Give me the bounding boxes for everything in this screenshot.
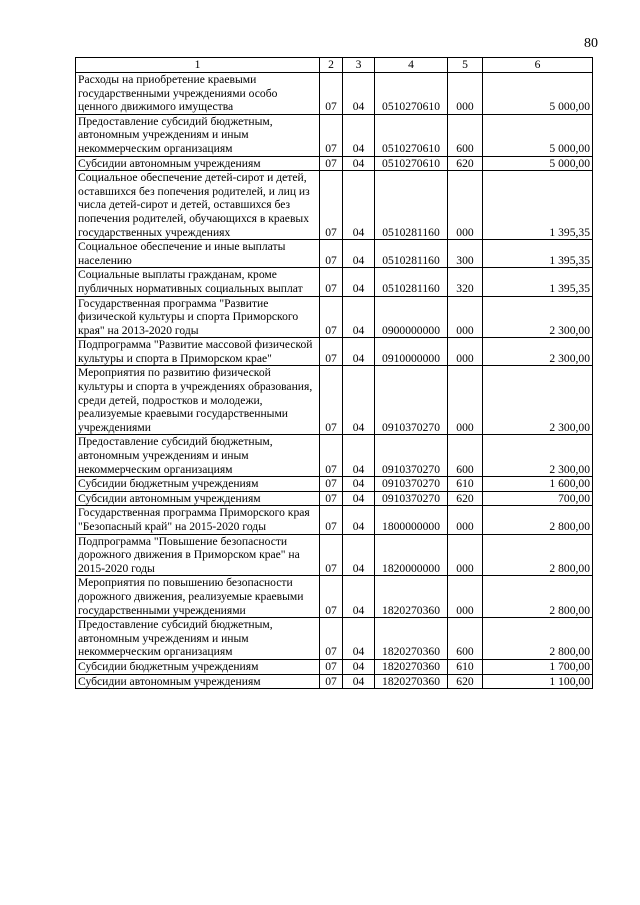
row-name-cell: Мероприятия по развитию физической культуры и спорта в учреждениях образования, среди детей, подростков и молодежи, реализуемые краевыми государственными учреждениями xyxy=(76,366,320,435)
section-code-cell: 07 xyxy=(320,268,343,296)
subsection-code-cell: 04 xyxy=(343,338,375,366)
table-row xyxy=(76,534,593,576)
target-article-cell: 0510281160 xyxy=(375,171,448,240)
table-row xyxy=(76,338,593,366)
expense-type-cell: 300 xyxy=(448,240,483,268)
section-code-cell: 07 xyxy=(320,73,343,115)
target-article-cell: 0910370270 xyxy=(375,477,448,492)
target-article-cell: 1820000000 xyxy=(375,534,448,576)
table-body xyxy=(76,73,593,689)
table-row xyxy=(76,477,593,492)
header-cell-2: 2 xyxy=(320,58,343,73)
table-row xyxy=(76,435,593,477)
expense-type-cell: 610 xyxy=(448,659,483,674)
row-name-cell: Подпрограмма "Развитие массовой физической культуры и спорта в Приморском крае" xyxy=(76,338,320,366)
subsection-code-cell: 04 xyxy=(343,506,375,534)
section-code-cell: 07 xyxy=(320,296,343,338)
subsection-code-cell: 04 xyxy=(343,366,375,435)
header-cell-3: 3 xyxy=(343,58,375,73)
expense-type-cell: 610 xyxy=(448,477,483,492)
row-name-cell: Социальные выплаты гражданам, кроме публичных нормативных социальных выплат xyxy=(76,268,320,296)
amount-cell: 700,00 xyxy=(483,491,593,506)
amount-cell: 5 000,00 xyxy=(483,156,593,171)
section-code-cell: 07 xyxy=(320,435,343,477)
subsection-code-cell: 04 xyxy=(343,73,375,115)
target-article-cell: 1820270360 xyxy=(375,576,448,618)
table-row xyxy=(76,576,593,618)
target-article-cell: 0510270610 xyxy=(375,114,448,156)
section-code-cell: 07 xyxy=(320,114,343,156)
table-row xyxy=(76,156,593,171)
subsection-code-cell: 04 xyxy=(343,618,375,660)
row-name-cell: Предоставление субсидий бюджетным, автономным учреждениям и иным некоммерческим организациям xyxy=(76,114,320,156)
expense-type-cell: 000 xyxy=(448,171,483,240)
target-article-cell: 0910370270 xyxy=(375,366,448,435)
header-cell-1: 1 xyxy=(76,58,320,73)
row-name-cell: Субсидии автономным учреждениям xyxy=(76,156,320,171)
subsection-code-cell: 04 xyxy=(343,240,375,268)
amount-cell: 2 300,00 xyxy=(483,435,593,477)
expense-type-cell: 000 xyxy=(448,296,483,338)
table-row xyxy=(76,268,593,296)
table-row xyxy=(76,171,593,240)
page-number: 80 xyxy=(584,36,598,51)
table-row xyxy=(76,659,593,674)
section-code-cell: 07 xyxy=(320,534,343,576)
table-row xyxy=(76,73,593,115)
target-article-cell: 0510270610 xyxy=(375,156,448,171)
target-article-cell: 0910000000 xyxy=(375,338,448,366)
expense-type-cell: 620 xyxy=(448,156,483,171)
table-row xyxy=(76,114,593,156)
subsection-code-cell: 04 xyxy=(343,576,375,618)
table-row xyxy=(76,240,593,268)
row-name-cell: Подпрограмма "Повышение безопасности дорожного движения в Приморском крае" на 2015-2020 годы xyxy=(76,534,320,576)
subsection-code-cell: 04 xyxy=(343,171,375,240)
expense-type-cell: 000 xyxy=(448,534,483,576)
amount-cell: 1 700,00 xyxy=(483,659,593,674)
section-code-cell: 07 xyxy=(320,618,343,660)
expense-type-cell: 000 xyxy=(448,576,483,618)
section-code-cell: 07 xyxy=(320,171,343,240)
amount-cell: 2 800,00 xyxy=(483,506,593,534)
amount-cell: 2 300,00 xyxy=(483,338,593,366)
target-article-cell: 1820270360 xyxy=(375,659,448,674)
budget-table xyxy=(75,57,593,689)
amount-cell: 5 000,00 xyxy=(483,114,593,156)
expense-type-cell: 000 xyxy=(448,506,483,534)
row-name-cell: Мероприятия по повышению безопасности дорожного движения, реализуемые краевыми государственными учреждениями xyxy=(76,576,320,618)
subsection-code-cell: 04 xyxy=(343,435,375,477)
section-code-cell: 07 xyxy=(320,491,343,506)
header-cell-4: 4 xyxy=(375,58,448,73)
section-code-cell: 07 xyxy=(320,659,343,674)
expense-type-cell: 000 xyxy=(448,366,483,435)
subsection-code-cell: 04 xyxy=(343,268,375,296)
row-name-cell: Социальное обеспечение детей-сирот и детей, оставшихся без попечения родителей, и лиц из числа детей-сирот и детей, оставшихся без попечения родителей, обучающихся в краевых государственных учреждениях xyxy=(76,171,320,240)
section-code-cell: 07 xyxy=(320,477,343,492)
section-code-cell: 07 xyxy=(320,366,343,435)
expense-type-cell: 600 xyxy=(448,114,483,156)
table-header-row xyxy=(76,58,593,73)
row-name-cell: Субсидии бюджетным учреждениям xyxy=(76,477,320,492)
subsection-code-cell: 04 xyxy=(343,477,375,492)
section-code-cell: 07 xyxy=(320,506,343,534)
amount-cell: 2 800,00 xyxy=(483,534,593,576)
amount-cell: 2 800,00 xyxy=(483,618,593,660)
expense-type-cell: 000 xyxy=(448,73,483,115)
amount-cell: 1 395,35 xyxy=(483,171,593,240)
target-article-cell: 0910370270 xyxy=(375,491,448,506)
row-name-cell: Предоставление субсидий бюджетным, автономным учреждениям и иным некоммерческим организациям xyxy=(76,435,320,477)
row-name-cell: Государственная программа "Развитие физической культуры и спорта Приморского края" на 2013-2020 годы xyxy=(76,296,320,338)
subsection-code-cell: 04 xyxy=(343,491,375,506)
header-cell-5: 5 xyxy=(448,58,483,73)
amount-cell: 2 300,00 xyxy=(483,366,593,435)
row-name-cell: Предоставление субсидий бюджетным, автономным учреждениям и иным некоммерческим организациям xyxy=(76,618,320,660)
table-row xyxy=(76,296,593,338)
amount-cell: 1 600,00 xyxy=(483,477,593,492)
target-article-cell: 0910370270 xyxy=(375,435,448,477)
subsection-code-cell: 04 xyxy=(343,296,375,338)
expense-type-cell: 620 xyxy=(448,674,483,689)
subsection-code-cell: 04 xyxy=(343,659,375,674)
target-article-cell: 0510270610 xyxy=(375,73,448,115)
expense-type-cell: 600 xyxy=(448,435,483,477)
expense-type-cell: 600 xyxy=(448,618,483,660)
subsection-code-cell: 04 xyxy=(343,674,375,689)
section-code-cell: 07 xyxy=(320,576,343,618)
amount-cell: 1 100,00 xyxy=(483,674,593,689)
target-article-cell: 1820270360 xyxy=(375,618,448,660)
target-article-cell: 0510281160 xyxy=(375,240,448,268)
row-name-cell: Субсидии автономным учреждениям xyxy=(76,491,320,506)
expense-type-cell: 320 xyxy=(448,268,483,296)
row-name-cell: Субсидии бюджетным учреждениям xyxy=(76,659,320,674)
row-name-cell: Государственная программа Приморского края "Безопасный край" на 2015-2020 годы xyxy=(76,506,320,534)
target-article-cell: 0510281160 xyxy=(375,268,448,296)
expense-type-cell: 620 xyxy=(448,491,483,506)
table-row xyxy=(76,506,593,534)
header-cell-6: 6 xyxy=(483,58,593,73)
table-row xyxy=(76,618,593,660)
section-code-cell: 07 xyxy=(320,338,343,366)
table-row xyxy=(76,491,593,506)
amount-cell: 2 800,00 xyxy=(483,576,593,618)
amount-cell: 1 395,35 xyxy=(483,268,593,296)
amount-cell: 1 395,35 xyxy=(483,240,593,268)
amount-cell: 5 000,00 xyxy=(483,73,593,115)
row-name-cell: Субсидии автономным учреждениям xyxy=(76,674,320,689)
target-article-cell: 1800000000 xyxy=(375,506,448,534)
expense-type-cell: 000 xyxy=(448,338,483,366)
subsection-code-cell: 04 xyxy=(343,114,375,156)
row-name-cell: Социальное обеспечение и иные выплаты населению xyxy=(76,240,320,268)
section-code-cell: 07 xyxy=(320,674,343,689)
section-code-cell: 07 xyxy=(320,156,343,171)
subsection-code-cell: 04 xyxy=(343,156,375,171)
table-row xyxy=(76,366,593,435)
row-name-cell: Расходы на приобретение краевыми государственными учреждениями особо ценного движимого имущества xyxy=(76,73,320,115)
amount-cell: 2 300,00 xyxy=(483,296,593,338)
section-code-cell: 07 xyxy=(320,240,343,268)
target-article-cell: 0900000000 xyxy=(375,296,448,338)
subsection-code-cell: 04 xyxy=(343,534,375,576)
table-row xyxy=(76,674,593,689)
target-article-cell: 1820270360 xyxy=(375,674,448,689)
